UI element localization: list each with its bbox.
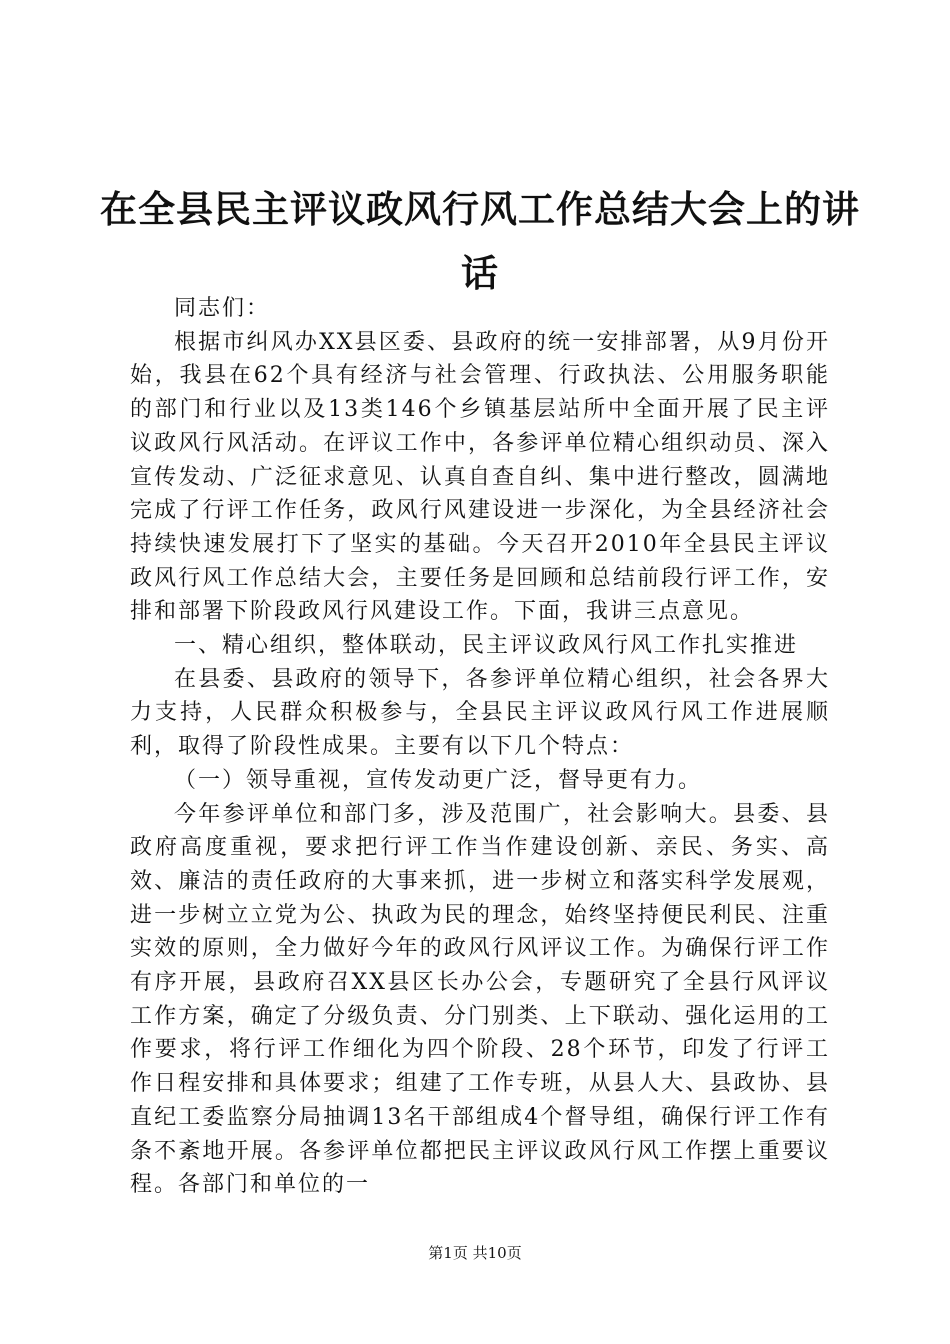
paragraph-intro: 根据市纠风办XX县区委、县政府的统一安排部署，从9月份开始，我县在62个具有经济与社会管理、行政执法、公用服务职能的部门和行业以及13类146个乡镇基层站所中全面开展了民主评议政风行风活动。在评议工作中，各参评单位精心组织动员、深入宣传发动、广泛征求意见、认真自查自纠、集中进行整改，圆满地完成了行评工作任务，政风行风建设进一步深化，为全县经济社会持续快速发展打下了坚实的基础。今天召开2010年全县民主评议政风行风工作总结大会，主要任务是回顾和总结前段行评工作，安排和部署下阶段政风行风建设工作。下面，我讲三点意见。 (130, 329, 830, 625)
document-body (130, 292, 830, 1202)
page-number-footer: 第1页 共10页 (428, 1244, 522, 1262)
document-title: 在全县民主评议政风行风工作总结大会上的讲话 (100, 188, 860, 295)
section-heading-1: 一、精心组织，整体联动，民主评议政风行风工作扎实推进 (174, 633, 799, 659)
paragraph-subsection-1: 今年参评单位和部门多，涉及范围广，社会影响大。县委、县政府高度重视，要求把行评工作当作建设创新、亲民、务实、高效、廉洁的责任政府的大事来抓，进一步树立和落实科学发展观，进一步树立立党为公、执政为民的理念，始终坚持便民利民、注重实效的原则，全力做好今年的政风行风评议工作。为确保行评工作有序开展，县政府召XX县区长办公会，专题研究了全县行风评议工作方案，确定了分级负责、分门别类、上下联动、强化运用的工作要求，将行评工作细化为四个阶段、28个环节，印发了行评工作日程安排和具体要求；组建了工作专班，从县人大、县政协、县直纪工委监察分局抽调13名干部组成4个督导组，确保行评工作有条不紊地开展。各参评单位都把民主评议政风行风工作摆上重要议程。各部门和单位的一 (130, 801, 830, 1198)
salutation: 同志们： (174, 296, 271, 321)
subsection-heading-1: （一）领导重视，宣传发动更广泛，督导更有力。 (174, 767, 703, 793)
paragraph-section-1: 在县委、县政府的领导下，各参评单位精心组织，社会各界大力支持，人民群众积极参与，全县民主评议政风行风工作进展顺利，取得了阶段性成果。主要有以下几个特点： (130, 666, 830, 760)
